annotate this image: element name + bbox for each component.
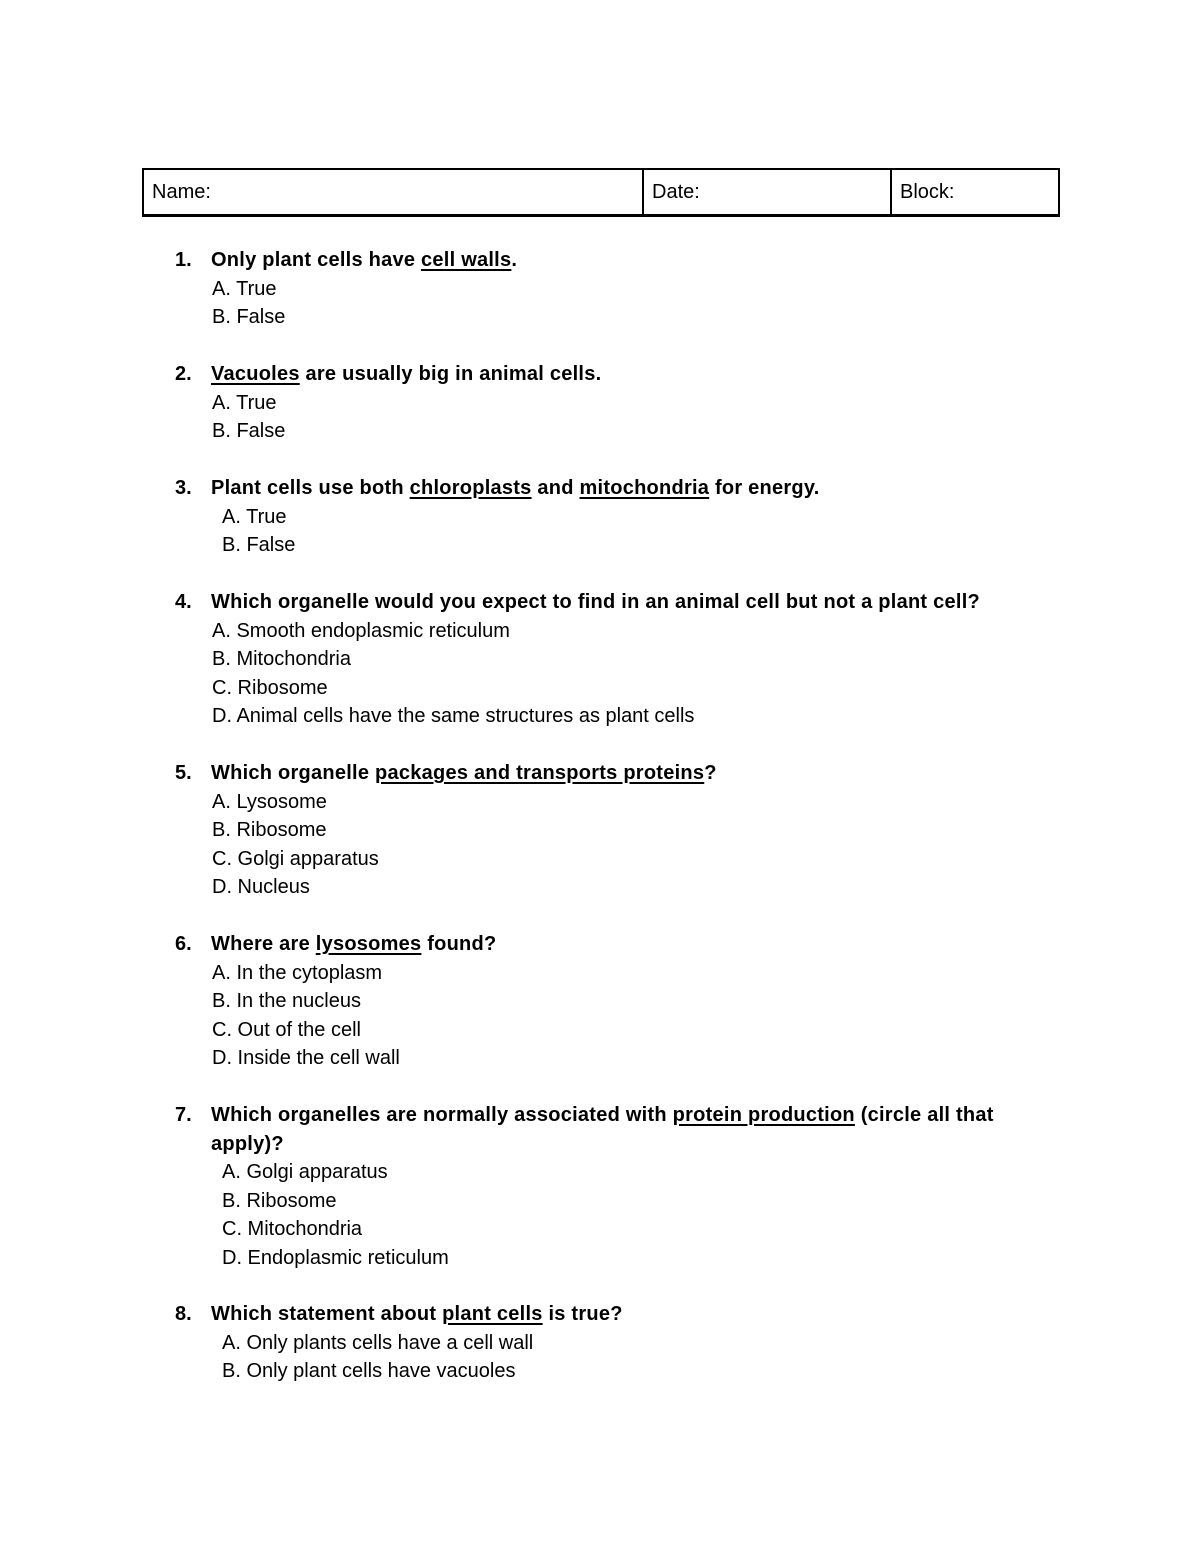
block-field[interactable]: [891, 169, 1059, 216]
question-text: Plant cells use both chloroplasts and mitochondria for energy.: [211, 477, 820, 499]
answer-option[interactable]: B. Only plant cells have vacuoles: [222, 1360, 516, 1382]
block-label: Block:: [900, 180, 955, 203]
question-prompt: [0, 588, 1100, 617]
question-6: [0, 930, 1100, 1073]
key-term: mitochondria: [579, 477, 710, 499]
question-prompt: [0, 474, 1100, 503]
question-2: [0, 360, 1100, 446]
answer-option[interactable]: A. Only plants cells have a cell wall: [222, 1331, 534, 1354]
student-info-table: [142, 168, 1060, 217]
question-8: [0, 1300, 1100, 1386]
date-label: Date:: [652, 180, 700, 203]
answer-option[interactable]: C. Ribosome: [212, 676, 328, 699]
answer-option[interactable]: A. Smooth endoplasmic reticulum: [212, 619, 510, 642]
question-3: [0, 474, 1100, 560]
question-4: [0, 588, 1100, 731]
answer-option[interactable]: B. False: [212, 306, 286, 328]
answer-option[interactable]: D. Endoplasmic reticulum: [222, 1246, 449, 1269]
question-number: 2.: [175, 363, 192, 385]
question-text: Vacuoles are usually big in animal cells.: [211, 363, 602, 385]
question-5: [0, 759, 1100, 902]
answer-option[interactable]: C. Golgi apparatus: [212, 847, 379, 870]
answer-option[interactable]: B. False: [212, 420, 286, 442]
question-1: [0, 246, 1100, 332]
question-number: 4.: [175, 591, 192, 613]
answer-option[interactable]: A. Lysosome: [212, 790, 327, 813]
question-number: 3.: [175, 477, 192, 499]
answer-option[interactable]: B. False: [222, 534, 296, 556]
name-field[interactable]: [143, 169, 643, 216]
question-text: Which organelle packages and transports proteins?: [211, 762, 717, 784]
answer-option[interactable]: A. In the cytoplasm: [212, 961, 383, 984]
question-text: Which organelle would you expect to find in an animal cell but not a plant cell?: [211, 591, 980, 613]
key-term: lysosomes: [315, 933, 422, 955]
question-text-line2: apply)?: [211, 1132, 284, 1155]
question-prompt: [0, 930, 1100, 959]
question-text: Which organelles are normally associated with protein production (circle all that: [211, 1104, 994, 1126]
question-number: 5.: [175, 762, 192, 784]
answer-option[interactable]: D. Inside the cell wall: [212, 1047, 400, 1069]
question-text: Only plant cells have cell walls.: [211, 249, 518, 271]
question-number: 8.: [175, 1303, 192, 1325]
key-term: cell walls: [421, 249, 512, 271]
question-number: 7.: [175, 1104, 192, 1126]
question-prompt: [0, 246, 1100, 275]
answer-option[interactable]: B. In the nucleus: [212, 990, 361, 1012]
answer-option[interactable]: D. Animal cells have the same structures as plant cells: [212, 705, 695, 727]
answer-option[interactable]: C. Out of the cell: [212, 1018, 361, 1041]
answer-option[interactable]: A. True: [212, 277, 277, 300]
answer-option[interactable]: A. True: [212, 391, 277, 414]
answer-option[interactable]: D. Nucleus: [212, 876, 310, 898]
key-term: plant cells: [442, 1303, 543, 1325]
question-number: 1.: [175, 249, 192, 271]
question-prompt: [0, 1101, 1100, 1130]
question-prompt: [0, 1300, 1100, 1329]
answer-option[interactable]: A. Golgi apparatus: [222, 1161, 388, 1183]
answer-option[interactable]: B. Ribosome: [212, 819, 327, 841]
date-field[interactable]: [643, 169, 891, 216]
question-prompt-continued: [0, 1130, 1100, 1159]
question-prompt: [0, 360, 1100, 389]
answer-option[interactable]: B. Mitochondria: [212, 648, 351, 670]
question-text: Which statement about plant cells is true?: [211, 1303, 623, 1325]
question-7: [0, 1101, 1100, 1272]
answer-option[interactable]: B. Ribosome: [222, 1189, 337, 1212]
question-number: 6.: [175, 933, 192, 955]
answer-option[interactable]: C. Mitochondria: [222, 1218, 363, 1240]
key-term: Vacuoles: [211, 363, 300, 385]
question-prompt: [0, 759, 1100, 788]
key-term: packages and transports proteins: [375, 762, 705, 784]
key-term: protein production: [672, 1104, 855, 1126]
key-term: chloroplasts: [409, 477, 532, 499]
answer-option[interactable]: A. True: [222, 505, 287, 528]
name-label: Name:: [152, 180, 211, 203]
question-text: Where are lysosomes found?: [211, 933, 497, 955]
